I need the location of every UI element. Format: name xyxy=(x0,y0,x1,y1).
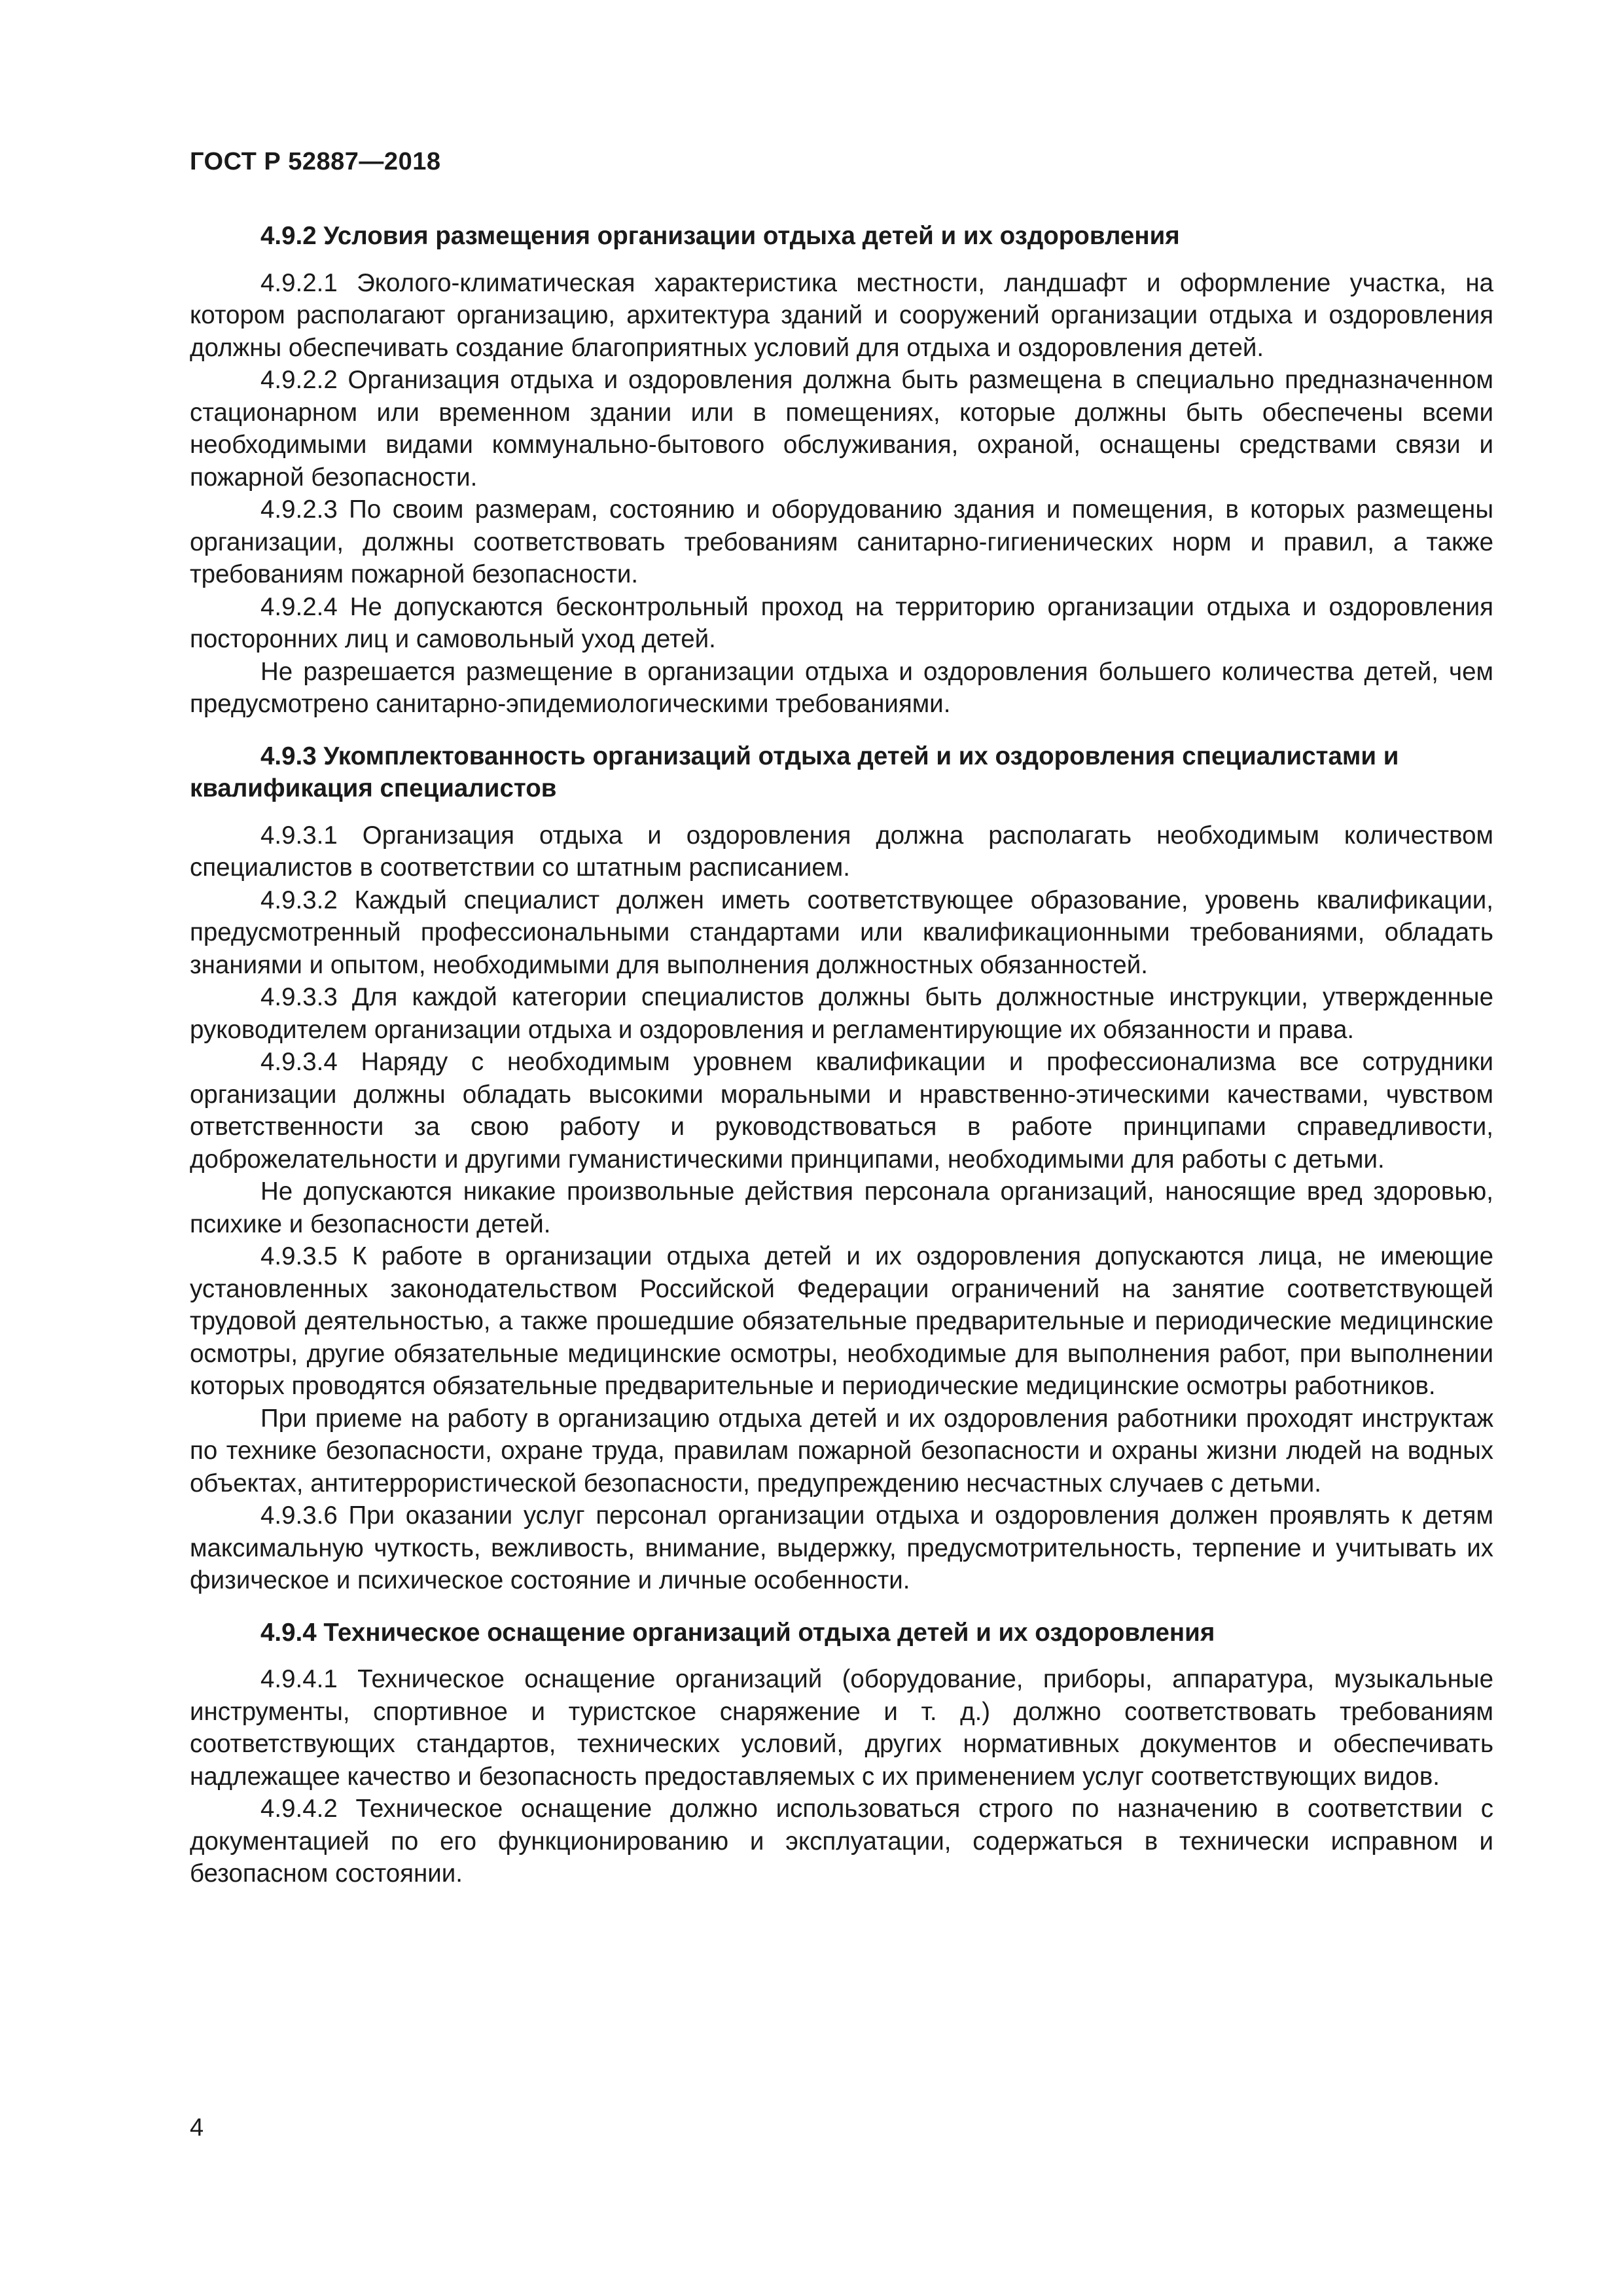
section xyxy=(190,220,1493,721)
paragraph: При приеме на работу в организацию отдыха детей и их оздоровления работники проходят инструктаж по технике безопасности, охране труда, правилам пожарной безопасности и охраны жизни людей на водных объектах, антитеррористической безопасности, предупреждению несчастных случаев с детьми. xyxy=(190,1404,1493,1498)
paragraph: 4.9.2.4 Не допускаются бесконтрольный проход на территорию организации отдыха и оздоровления посторонних лиц и самовольный уход детей. xyxy=(190,592,1493,653)
paragraph: 4.9.3.2 Каждый специалист должен иметь соответствующее образование, уровень квалификации, предусмотренный профессиональными стандартами или квалификационными требованиями, обладать знаниями и опытом, необходимыми для выполнения должностных обязанностей. xyxy=(190,886,1493,979)
paragraph: 4.9.2.3 По своим размерам, состоянию и оборудованию здания и помещения, в которых размещены организации, должны соответствовать требованиям санитарно-гигиенических норм и правил, а также требованиям пожарной безопасности. xyxy=(190,495,1493,588)
paragraph: 4.9.2.1 Эколого-климатическая характеристика местности, ландшафт и оформление участка, на котором располагают организацию, архитектура зданий и сооружений организации отдыха и оздоровления должны обеспечивать создание благоприятных условий для отдыха и оздоровления детей. xyxy=(190,268,1493,362)
section-heading: 4.9.4 Техническое оснащение организаций отдыха детей и их оздоровления xyxy=(260,1618,1215,1647)
paragraph: 4.9.3.5 К работе в организации отдыха детей и их оздоровления допускаются лица, не имеющие установленных законодательством Российской Федерации ограничений на занятие соответствующей трудовой деятельностью, а также прошедшие обязательные предварительные и периодические медицинские осмотры, другие обязательные медицинские осмотры, необходимые для выполнения работ, при выполнении которых проводятся обязательные предварительные и периодические медицинские осмотры работников. xyxy=(190,1242,1493,1400)
page-number: 4 xyxy=(190,2114,204,2142)
paragraph: 4.9.3.1 Организация отдыха и оздоровления должна располагать необходимым количеством специалистов в соответствии со штатным расписанием. xyxy=(190,821,1493,882)
paragraph: Не разрешается размещение в организации отдыха и оздоровления большего количества детей, чем предусмотрено санитарно-эпидемиологическими требованиями. xyxy=(190,657,1493,718)
paragraph: 4.9.4.1 Техническое оснащение организаций (оборудование, приборы, аппаратура, музыкальные инструменты, спортивное и туристское снаряжение и т. д.) должно соответствовать требованиям соответствующих стандартов, технических условий, других нормативных документов и обеспечивать надлежащее качество и безопасность предоставляемых с их применением услуг соответствующих видов. xyxy=(190,1665,1493,1791)
document-code: ГОСТ Р 52887—2018 xyxy=(190,148,441,175)
paragraph: 4.9.3.6 При оказании услуг персонал организации отдыха и оздоровления должен проявлять к детям максимальную чуткость, вежливость, внимание, выдержку, предусмотрительность, терпение и учитывать их физическое и психическое состояние и личные особенности. xyxy=(190,1501,1493,1594)
paragraph: 4.9.2.2 Организация отдыха и оздоровления должна быть размещена в специально предназначенном стационарном или временном здании или в помещениях, которые должны быть обеспечены всеми необходимыми видами коммунально-бытового обслуживания, охраной, оснащены средствами связи и пожарной безопасности. xyxy=(190,366,1493,492)
document-body xyxy=(190,220,1493,1890)
section xyxy=(190,1617,1493,1890)
section xyxy=(190,740,1493,1597)
paragraph: Не допускаются никакие произвольные действия персонала организаций, наносящие вред здоровью, психике и безопасности детей. xyxy=(190,1177,1493,1238)
paragraph: 4.9.3.4 Наряду с необходимым уровнем квалификации и профессионализма все сотрудники организации должны обладать высокими моральными и нравственно-этическими качествами, чувством ответственности за свою работу и руководствоваться в работе принципами справедливости, доброжелательности и другими гуманистическими принципами, необходимыми для работы с детьми. xyxy=(190,1048,1493,1174)
paragraph: 4.9.3.3 Для каждой категории специалистов должны быть должностные инструкции, утвержденные руководителем организации отдыха и оздоровления и регламентирующие их обязанности и права. xyxy=(190,983,1493,1044)
paragraph: 4.9.4.2 Техническое оснащение должно использоваться строго по назначению в соответствии с документацией по его функционированию и эксплуатации, содержаться в технически исправном и безопасном состоянии. xyxy=(190,1795,1493,1888)
section-heading: 4.9.3 Укомплектованность организаций отдыха детей и их оздоровления специалистами и квалификация специалистов xyxy=(190,742,1399,802)
section-heading: 4.9.2 Условия размещения организации отдыха детей и их оздоровления xyxy=(260,222,1180,250)
